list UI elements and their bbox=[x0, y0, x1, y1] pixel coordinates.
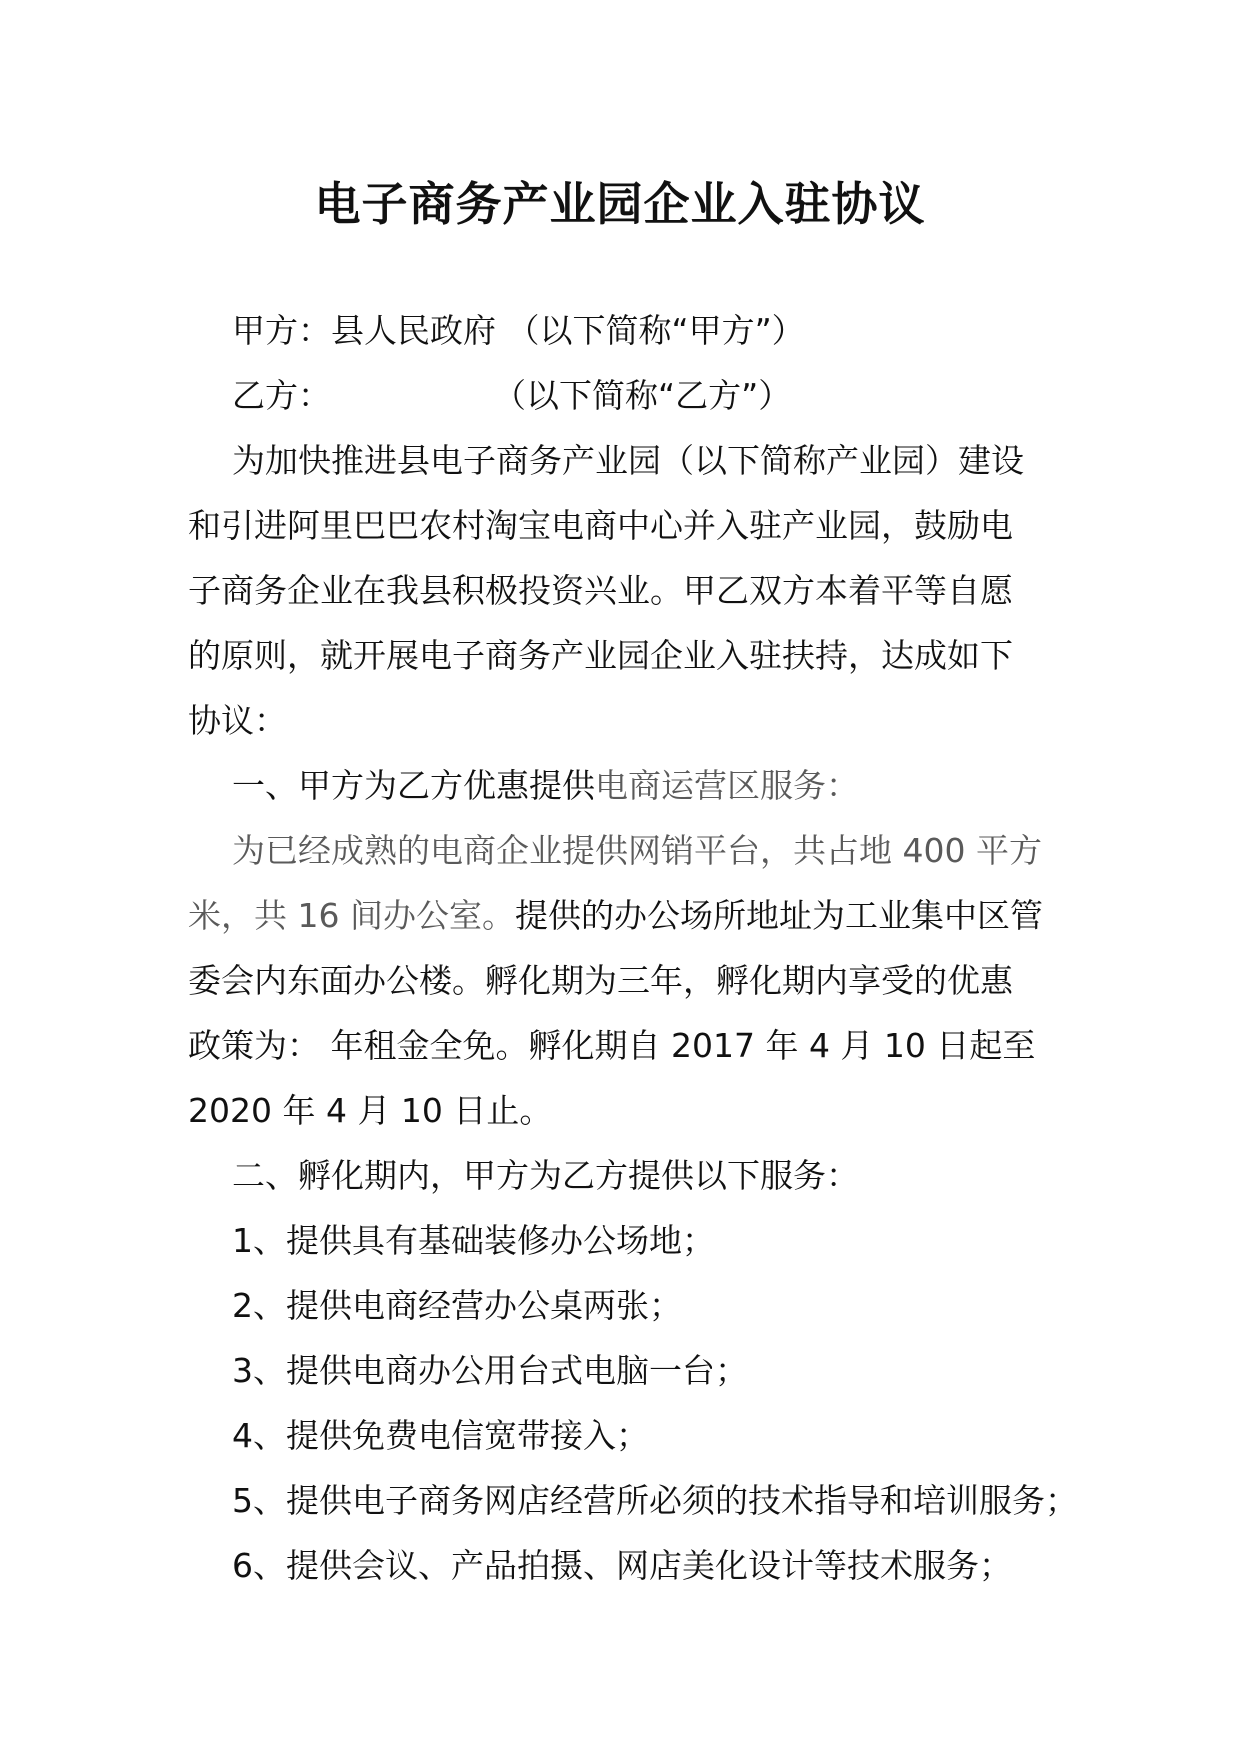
intro-line-2: 和引进阿里巴巴农村淘宝电商中心并入驻产业园，鼓励电 bbox=[188, 506, 1013, 545]
section1-line-5: 2020 年 4 月 10 日止。 bbox=[188, 1091, 553, 1130]
section2-item-3: 3、提供电商办公用台式电脑一台； bbox=[232, 1351, 748, 1390]
section2-item-2: 2、提供电商经营办公桌两张； bbox=[232, 1286, 682, 1325]
intro-line-1: 为加快推进县电子商务产业园（以下简称产业园）建设 bbox=[232, 441, 1024, 480]
party-b-label: 乙方： bbox=[232, 376, 331, 415]
section1-line-2-gray: 米，共 16 间办公室。 bbox=[188, 896, 515, 935]
section1-line-2-rest: 提供的办公场所地址为工业集中区管 bbox=[514, 896, 1043, 935]
section1-line-2 bbox=[188, 883, 1068, 948]
document-body bbox=[188, 298, 1078, 1598]
intro-line-3: 子商务企业在我县积极投资兴业。甲乙双方本着平等自愿 bbox=[188, 571, 1013, 610]
section1-line-1: 为已经成熟的电商企业提供网销平台，共占地 400 平方 bbox=[232, 831, 1042, 870]
section1-line-3: 委会内东面办公楼。孵化期为三年，孵化期内享受的优惠 bbox=[188, 961, 1013, 1000]
party-a-line: 甲方：县人民政府 （以下简称“甲方”） bbox=[232, 311, 805, 350]
section1-heading bbox=[188, 753, 1068, 818]
intro-line-4: 的原则，就开展电子商务产业园企业入驻扶持，达成如下 bbox=[188, 636, 1013, 675]
section1-heading-main: 一、甲方为乙方优惠提供 bbox=[232, 766, 595, 805]
section1-line-4: 政策为： 年租金全免。孵化期自 2017 年 4 月 10 日起至 bbox=[188, 1026, 1036, 1065]
party-b-line bbox=[188, 363, 1068, 428]
intro-line-5: 协议： bbox=[188, 701, 287, 740]
section2-item-1: 1、提供具有基础装修办公场地； bbox=[232, 1221, 715, 1260]
party-b-suffix: （以下简称“乙方”） bbox=[493, 376, 792, 415]
section2-item-5: 5、提供电子商务网店经营所必须的技术指导和培训服务； bbox=[232, 1481, 1078, 1520]
section2-heading: 二、孵化期内，甲方为乙方提供以下服务： bbox=[232, 1156, 859, 1195]
section1-heading-gray: 电商运营区服务： bbox=[595, 766, 859, 805]
document-title: 电子商务产业园企业入驻协议 bbox=[314, 177, 926, 231]
section2-item-6: 6、提供会议、产品拍摄、网店美化设计等技术服务； bbox=[232, 1546, 1012, 1585]
section2-item-4: 4、提供免费电信宽带接入； bbox=[232, 1416, 649, 1455]
